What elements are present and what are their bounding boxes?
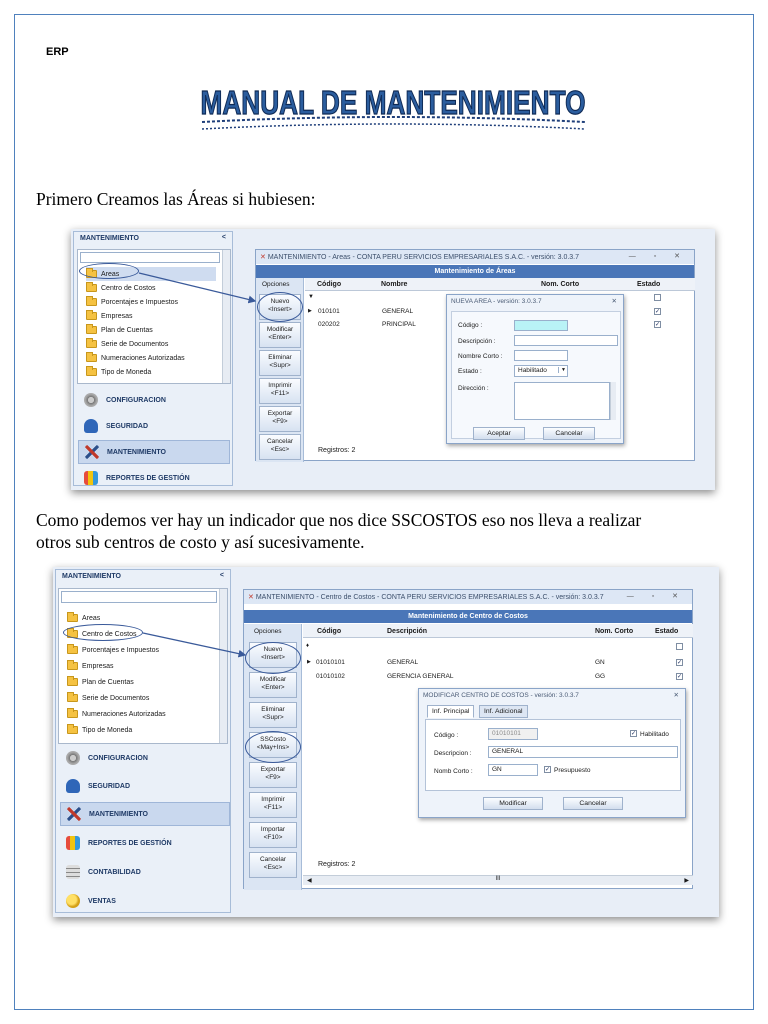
module-seguridad[interactable]: SEGURIDAD — [60, 774, 226, 798]
areas-window: ✕ MANTENIMIENTO - Areas - CONTA PERU SERVICIOS EMPRESARIALES S.A.C. - versión: 3.0.3.7 — ▫ ✕ Mantenimiento de Áreas Opciones Nuevo <Insert> Modificar <Enter> Eliminar <Supr> Imprimir <F11> Exportar <F9> Cancelar <Esc> Código Nombre Nom. Corto Estado ▼ ▶ 010101 GENERAL ✓ 020202 PRINCIPAL ✓ Registros: 2 NUEVA AREA - versión: 3.0.3.7 ✕ Código : Descripción : Nombre Corto : Estado : Dirección : Habilitado ▼ Aceptar Cancelar — [255, 249, 695, 461]
manual-title-text: MANUAL DE MANTENIMIENTO — [200, 84, 586, 121]
eliminar-button[interactable]: Eliminar <Supr> — [249, 702, 297, 728]
checkbox-icon: ✓ — [655, 322, 661, 328]
scroll-right-icon: ▶ — [684, 878, 689, 884]
cancelar-button[interactable]: Cancelar <Esc> — [259, 434, 301, 460]
tree-item-centro-costos[interactable]: Centro de Costos — [67, 627, 136, 641]
checkbox-icon: ✓ — [677, 660, 683, 666]
dropdown-icon: ▼ — [558, 367, 566, 373]
tab-inf-adicional[interactable]: Inf. Adicional — [479, 705, 528, 718]
presupuesto-checkbox[interactable]: ✓ — [545, 767, 551, 773]
annotation-arrow — [71, 229, 715, 490]
tree-item-centro-costos[interactable]: Centro de Costos — [86, 281, 155, 295]
tree-item-plan-cuentas[interactable]: Plan de Cuentas — [86, 323, 153, 337]
filter-icon[interactable]: ▼ — [308, 294, 314, 300]
window-controls[interactable]: — ▫ ✕ — [626, 593, 686, 600]
collapse-icon[interactable]: < — [221, 234, 226, 241]
module-reportes[interactable]: REPORTES DE GESTIÓN — [78, 466, 228, 490]
options-header: Opciones — [254, 628, 282, 635]
module-configuracion[interactable]: CONFIGURACION — [60, 746, 226, 770]
erp-label: ERP — [46, 46, 69, 58]
module-configuracion[interactable]: CONFIGURACION — [78, 388, 228, 412]
importar-button[interactable]: Importar <F10> — [249, 822, 297, 848]
nuevo-button[interactable]: Nuevo <Insert> — [249, 642, 297, 668]
screenshot-centro-costos — [53, 567, 719, 917]
window-title: ✕ MANTENIMIENTO - Centro de Costos - CONTA PERU SERVICIOS EMPRESARIALES S.A.C. - versión: 3.0.3.7 — ▫ ✕ — [244, 590, 692, 604]
filter-icon[interactable]: ♦ — [306, 643, 310, 649]
nomb-corto-input[interactable]: GN — [488, 764, 538, 776]
paragraph-1: Primero Creamos las Áreas si hubiesen: — [36, 189, 316, 209]
nuevo-button[interactable]: Nuevo <Insert> — [259, 294, 301, 320]
tree-item-serie-documentos[interactable]: Serie de Documentos — [67, 691, 149, 705]
cancelar-dialog-button[interactable]: Cancelar — [543, 427, 595, 440]
grid-header: Código Descripción Nom. Corto Estado — [303, 624, 693, 638]
tree-item-porcentajes[interactable]: Porcentajes e Impuestos — [86, 295, 178, 309]
dialog-title: MODIFICAR CENTRO DE COSTOS - versión: 3.0.3.7 ✕ — [423, 692, 679, 699]
eliminar-button[interactable]: Eliminar <Supr> — [259, 350, 301, 376]
modificar-button[interactable]: Modificar <Enter> — [259, 322, 301, 348]
close-icon[interactable]: ✕ — [673, 692, 679, 699]
screenshot-areas — [71, 229, 715, 490]
tree-item-areas[interactable]: Areas — [67, 611, 100, 625]
module-contabilidad[interactable]: CONTABILIDAD — [60, 860, 226, 884]
tree-item-tipo-moneda[interactable]: Tipo de Moneda — [67, 723, 132, 737]
tree-item-porcentajes[interactable]: Porcentajes e Impuestos — [67, 643, 159, 657]
module-reportes[interactable]: REPORTES DE GESTIÓN — [60, 831, 226, 855]
sscosto-button[interactable]: SSCosto <May+Ins> — [249, 732, 297, 758]
codigo-input[interactable]: 01010101 — [488, 728, 538, 740]
estado-select[interactable]: Habilitado ▼ — [514, 365, 568, 377]
window-title: ✕ MANTENIMIENTO - Areas - CONTA PERU SERVICIOS EMPRESARIALES S.A.C. - versión: 3.0.3.7 — ▫ ✕ — [256, 250, 694, 264]
tree-item-tipo-moneda[interactable]: Tipo de Moneda — [86, 365, 151, 379]
module-seguridad[interactable]: SEGURIDAD — [78, 414, 228, 438]
nav-header: MANTENIMIENTO < — [80, 234, 226, 242]
module-ventas[interactable]: VENTAS — [60, 889, 226, 913]
tab-inf-principal[interactable]: Inf. Principal — [427, 705, 474, 718]
descripcion-input[interactable]: GENERAL — [488, 746, 678, 758]
nav-header: MANTENIMIENTO < — [62, 572, 224, 580]
horizontal-scrollbar[interactable]: ◀ III ▶ — [303, 875, 693, 885]
dialog-body: Código : Descripción : Nombre Corto : Estado : Dirección : Habilitado ▼ — [451, 311, 621, 439]
imprimir-button[interactable]: Imprimir <F11> — [259, 378, 301, 404]
module-mantenimiento[interactable]: MANTENIMIENTO — [60, 802, 230, 826]
records-count: Registros: 2 — [318, 447, 356, 454]
cancelar-dialog-button[interactable]: Cancelar — [563, 797, 623, 810]
cancelar-button[interactable]: Cancelar <Esc> — [249, 852, 297, 878]
window-controls[interactable]: — ▫ ✕ — [628, 253, 688, 260]
records-count: Registros: 2 — [318, 861, 356, 868]
tree-item-numeraciones[interactable]: Numeraciones Autorizadas — [86, 351, 185, 365]
collapse-icon[interactable]: < — [219, 572, 224, 579]
manual-title — [196, 78, 591, 136]
annotation-arrow — [53, 567, 719, 917]
checkbox-icon: ✓ — [655, 309, 661, 315]
tree-item-areas[interactable]: Areas — [86, 267, 216, 281]
section-band: Mantenimiento de Centro de Costos — [244, 610, 692, 623]
imprimir-button[interactable]: Imprimir <F11> — [249, 792, 297, 818]
tree-item-serie-documentos[interactable]: Serie de Documentos — [86, 337, 168, 351]
grid-header: Código Nombre Nom. Corto Estado — [305, 278, 695, 291]
dialog-title: NUEVA AREA - versión: 3.0.3.7 ✕ — [451, 298, 617, 305]
exportar-button[interactable]: Exportar <F9> — [259, 406, 301, 432]
options-header: Opciones — [262, 281, 290, 288]
section-band: Mantenimiento de Áreas — [256, 265, 694, 278]
tree-item-numeraciones[interactable]: Numeraciones Autorizadas — [67, 707, 166, 721]
dialog-body: Código : Descripcion : Nomb Corto : 01010101 GENERAL GN ✓ Habilitado ✓ Presupuesto — [425, 719, 681, 791]
paragraph-2-line-1: Como podemos ver hay un indicador que nos dice SSCOSTOS eso nos lleva a realizar — [36, 510, 642, 530]
tree-item-empresas[interactable]: Empresas — [86, 309, 133, 323]
paragraph-2-line-2: otros sub centros de costo y así sucesivamente. — [36, 532, 365, 552]
exportar-button[interactable]: Exportar <F9> — [249, 762, 297, 788]
modificar-button[interactable]: Modificar <Enter> — [249, 672, 297, 698]
aceptar-button[interactable]: Aceptar — [473, 427, 525, 440]
module-mantenimiento[interactable]: MANTENIMIENTO — [78, 440, 230, 464]
close-icon[interactable]: ✕ — [611, 298, 617, 305]
tree-item-empresas[interactable]: Empresas — [67, 659, 114, 673]
habilitado-checkbox[interactable]: ✓ — [631, 731, 637, 737]
tools-icon: ✕ — [248, 594, 254, 601]
checkbox-icon: ✓ — [677, 674, 683, 680]
modificar-dialog-button[interactable]: Modificar — [483, 797, 543, 810]
tree-item-plan-cuentas[interactable]: Plan de Cuentas — [67, 675, 134, 689]
scroll-left-icon: ◀ — [307, 878, 312, 884]
centro-costos-window: ✕ MANTENIMIENTO - Centro de Costos - CONTA PERU SERVICIOS EMPRESARIALES S.A.C. - versión: 3.0.3.7 — ▫ ✕ Mantenimiento de Centro de Costos Opciones Nuevo <Insert> Modificar <Enter> Eliminar <Supr> SSCosto <May+Ins> Exportar <F9> Imprimir <F11> Importar <F10> Cancelar <Esc> Código Descripción Nom. Corto Estado ♦ ▶ 01010101 GENERAL GN ✓ 01010102 GERENCIA GENERAL GG ✓ Registros: 2 ◀ III ▶ MODIFICAR CENTRO DE COSTOS - versión: 3.0.3.7 ✕ Inf. Principal Inf. Adicional Código : Descripcion : Nomb Corto : 01010101 GENERAL GN ✓ Habilitado ✓ Presupuesto Modificar Cancelar — [243, 589, 693, 889]
tools-icon: ✕ — [260, 254, 266, 261]
